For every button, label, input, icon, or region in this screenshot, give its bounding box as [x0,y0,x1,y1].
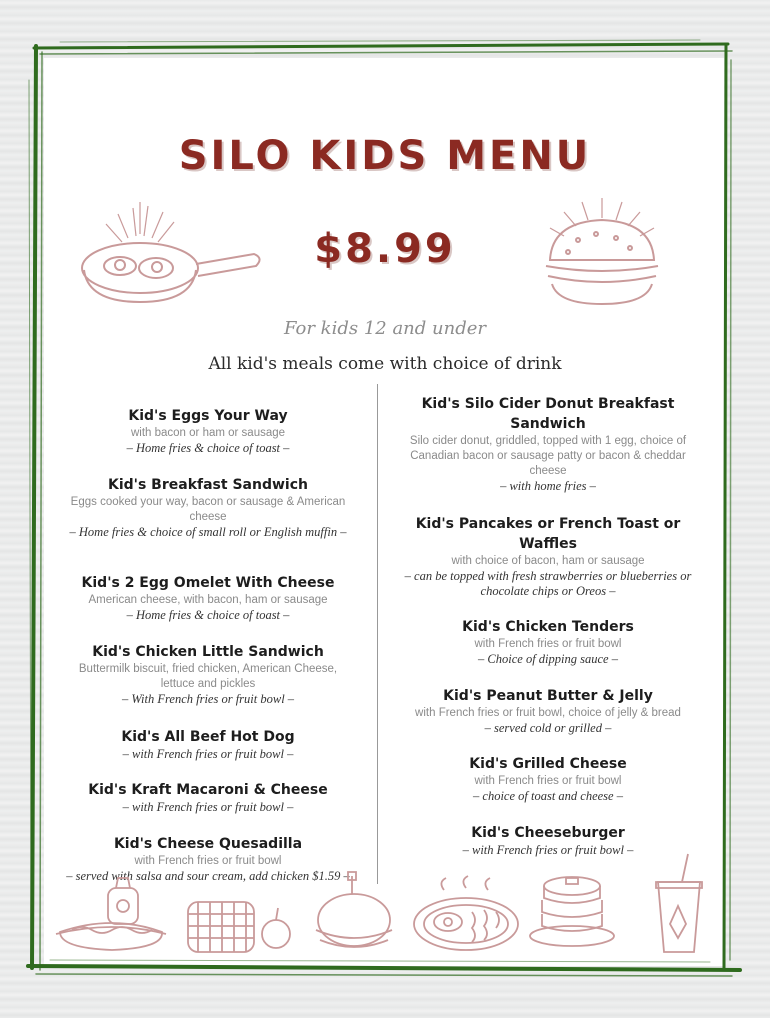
column-divider [377,384,378,884]
item-description: with French fries or fruit bowl [134,855,282,867]
item-name: Kid's Chicken Little Sandwich [92,644,324,660]
item-note: – Home fries & choice of toast – [126,441,290,455]
item-note: – With French fries or fruit bowl – [121,692,295,706]
item-name: Kid's Pancakes or French Toast or Waffles [415,516,681,552]
drink-note: All kid's meals come with choice of drink [208,354,562,374]
item-note: – Home fries & choice of small roll or English muffin – [69,525,347,539]
pancake-stack-icon [530,877,614,946]
item-note: – with French fries or fruit bowl – [122,800,294,814]
item-name: Kid's Cheeseburger [471,825,625,841]
item-name: Kid's Cheese Quesadilla [113,836,303,852]
item-note: – with French fries or fruit bowl – [122,747,294,761]
item-description: with French fries or fruit bowl [474,775,622,787]
item-name: Kid's Chicken Tenders [462,619,634,635]
item-note: – served with salsa and sour cream, add chicken $1.59 – [66,869,350,883]
menu-item [400,686,696,736]
item-note: – choice of toast and cheese – [473,789,623,803]
item-description: with choice of bacon, ham or sausage [451,555,645,567]
item-name: Kid's Breakfast Sandwich [108,477,308,493]
menu-item [400,617,696,667]
frying-pan-eggs-icon [78,198,268,310]
item-name: Kid's Silo Cider Donut Breakfast Sandwich [421,396,675,432]
menu-item [62,642,354,707]
menu-item [62,406,354,456]
item-note: – Home fries & choice of toast – [126,608,290,622]
food-illustrations-row [52,850,712,962]
menu-item [62,475,354,540]
burger-icon [538,196,666,316]
item-description: American cheese, with bacon, ham or sausage [88,594,328,606]
item-note: – can be topped with fresh strawberries or blueberries or chocolate chips or Oreos – [404,569,692,598]
menu-item [400,514,696,599]
age-note: For kids 12 and under [284,318,486,339]
menu-item [62,727,354,762]
item-description: with French fries or fruit bowl, choice of jelly & bread [415,707,681,719]
menu-price: $8.99 [314,226,456,272]
item-name: Kid's Kraft Macaroni & Cheese [88,782,328,798]
item-description: Eggs cooked your way, bacon or sausage & American cheese [70,496,346,523]
item-description: Buttermilk biscuit, fried chicken, American Cheese, lettuce and pickles [78,663,338,690]
eggs-bacon-plate-icon [414,876,518,950]
item-name: Kid's 2 Egg Omelet With Cheese [81,575,335,591]
menu-item [400,394,696,494]
item-name: Kid's Peanut Butter & Jelly [443,688,653,704]
item-description: with bacon or ham or sausage [130,427,286,439]
menu-item [62,780,354,815]
menu-item [62,573,354,623]
hot-dog-icon [56,878,166,950]
item-note: – served cold or grilled – [484,721,612,735]
item-note: – Choice of dipping sauce – [478,652,618,666]
item-name: Kid's Eggs Your Way [128,408,288,424]
item-name: Kid's Grilled Cheese [469,756,627,772]
item-name: Kid's All Beef Hot Dog [121,729,295,745]
item-note: – with French fries or fruit bowl – [462,843,634,857]
menu-title: SILO KIDS MENU [178,133,592,179]
item-description: Silo cider donut, griddled, topped with 1 egg, choice of Canadian bacon or sausage patty or bacon & cheddar cheese [409,435,687,477]
drink-cup-icon [656,854,702,952]
item-note: – with home fries – [500,479,596,493]
sandwich-icon [316,872,392,947]
item-description: with French fries or fruit bowl [474,638,622,650]
menu-item [400,754,696,804]
waffle-icon [188,902,290,952]
